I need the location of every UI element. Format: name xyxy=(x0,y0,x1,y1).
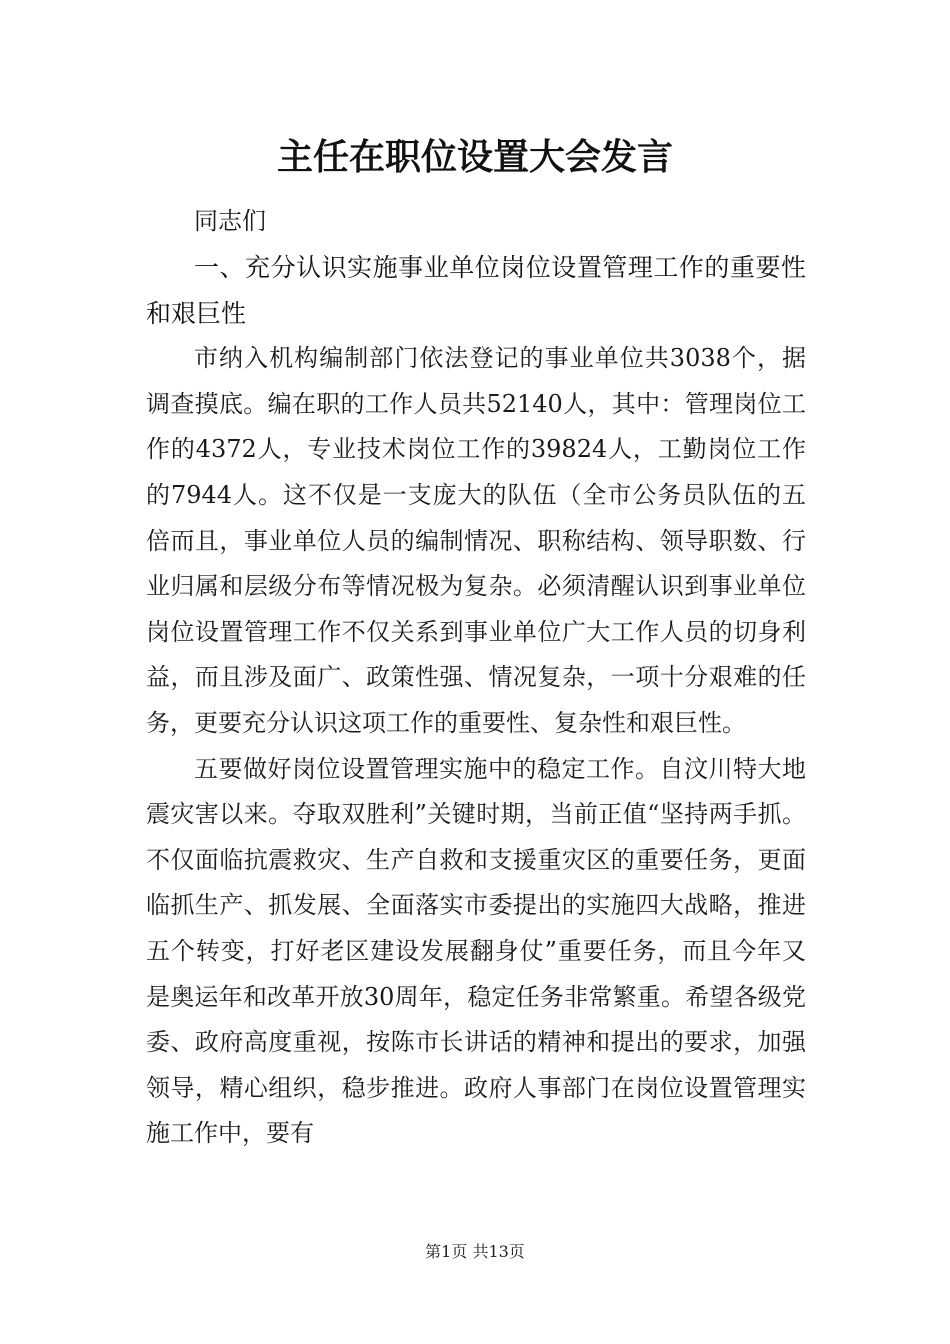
paragraph: 市纳入机构编制部门依法登记的事业单位共3038个，据调查摸底。编在职的工作人员共52140人，其中：管理岗位工作的4372人，专业技术岗位工作的39824人，工勤岗位工作的7944人。这不仅是一支庞大的队伍（全市公务员队伍的五倍而且，事业单位人员的编制情况、职称结构、领导职数、行业归属和层级分布等情况极为复杂。必须清醒认识到事业单位岗位设置管理工作不仅关系到事业单位广大工作人员的切身利益，而且涉及面广、政策性强、情况复杂，一项十分艰难的任务，更要充分认识这项工作的重要性、复杂性和艰巨性。 xyxy=(146,344,806,737)
section-heading: 一、充分认识实施事业单位岗位设置管理工作的重要性和艰巨性 xyxy=(146,253,806,328)
document-body xyxy=(146,200,806,1157)
greeting: 同志们 xyxy=(194,207,266,235)
paragraph: 五要做好岗位设置管理实施中的稳定工作。自汶川特大地震灾害以来。夺取双胜利”关键时期，当前正值“坚持两手抓。不仅面临抗震救灾、生产自救和支援重灾区的重要任务，更面临抓生产、抓发展、全面落实市委提出的实施四大战略，推进五个转变，打好老区建设发展翻身仗”重要任务，而且今年又是奥运年和改革开放30周年，稳定任务非常繁重。希望各级党委、政府高度重视，按陈市长讲话的精神和提出的要求，加强领导，精心组织，稳步推进。政府人事部门在岗位设置管理实施工作中，要有 xyxy=(146,754,806,1148)
document-title: 主任在职位设置大会发言 xyxy=(276,137,673,178)
page-footer: 第1页 共13页 xyxy=(425,1242,525,1261)
